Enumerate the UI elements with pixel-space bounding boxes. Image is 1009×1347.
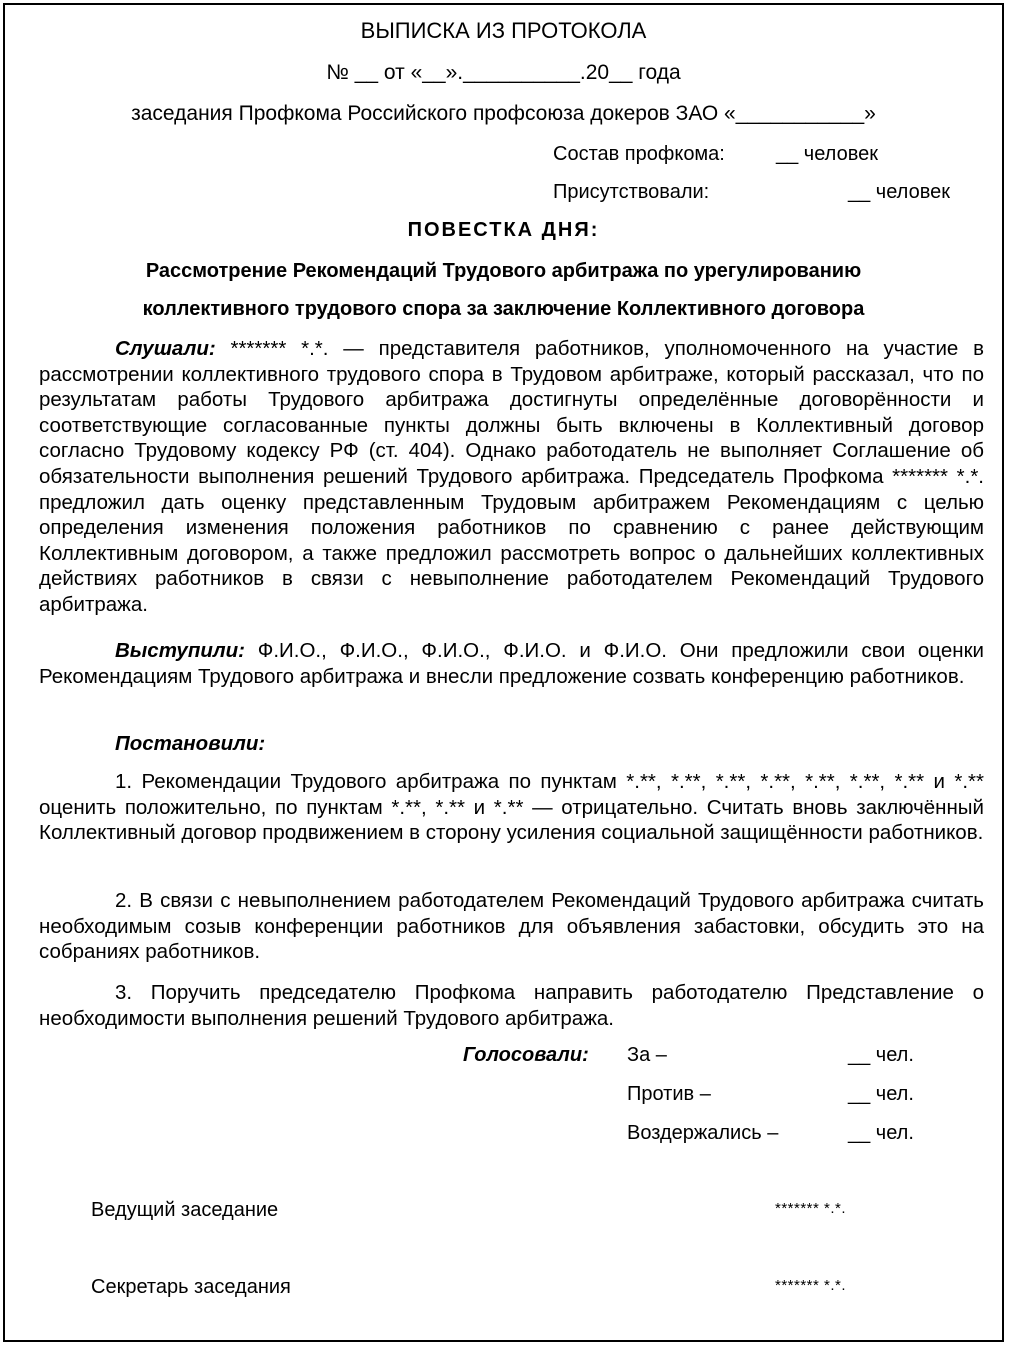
secretary-name: ******* *.*.	[775, 1277, 847, 1294]
agenda-line-1: Рассмотрение Рекомендаций Трудового арбитража по урегулированию	[145, 260, 862, 282]
chair-name: ******* *.*.	[775, 1200, 847, 1217]
chair-label: Ведущий заседание	[91, 1199, 279, 1221]
voting-label: Голосовали:	[463, 1044, 589, 1066]
spoke-paragraph	[39, 638, 984, 689]
members-value: __ человек	[776, 143, 878, 165]
heard-text: ******* *.*. — представителя работников, уполномоченного на участие в рассмотрении коллективного трудового спора в Трудовом арбитраже, который рассказал, что по результатам работы Трудового арбитража достигнуты определённые договорённости и соответствующие согласованные пункты должны быть включены в Коллективный договор согласно Трудовому кодексу РФ (ст. 404). Однако работодатель не выполняет Соглашение об обязательности выполнения решений Трудового арбитража. Председатель Профкома ******* *.*. предложил дать оценку представленным Трудовым арбитражем Рекомендациям с целью определения изменения положения работников по сравнению с ранее действующим Коллективным договором, а также предложил рассмотреть вопрос о дальнейших коллективных действиях работников в связи с невыполнение работодателем Рекомендаций Трудового арбитража.	[39, 337, 984, 616]
resolved-item-3: 3. Поручить председателю Профкома направить работодателю Представление о необходимости выполнения решений Трудового арбитража.	[39, 981, 984, 1030]
secretary-label: Секретарь заседания	[91, 1276, 291, 1298]
resolved-item-1: 1. Рекомендации Трудового арбитража по пунктам *.**, *.**, *.**, *.**, *.**, *.**, *.** и *.** оценить положительно, по пунктам *.**, *.** и *.** — отрицательно. Считать вновь заключённый Коллективный договор продвижением в сторону усиления социальной защищённости работников.	[39, 770, 984, 845]
resolved-label: Постановили:	[115, 732, 266, 755]
resolved-heading	[39, 731, 984, 757]
protocol-number-line: № __ от «__».__________.20__ года	[326, 61, 681, 84]
resolved-item-2: 2. В связи с невыполнением работодателем Рекомендаций Трудового арбитража считать необходимым созыв конференции работников для объявления забастовки, обсудить это на собраниях работников.	[39, 889, 984, 964]
vote-against-value: __ чел.	[848, 1083, 914, 1105]
present-value: __ человек	[848, 181, 950, 203]
vote-for-value: __ чел.	[848, 1044, 914, 1066]
agenda-heading: ПОВЕСТКА ДНЯ:	[407, 219, 600, 241]
meeting-line: заседания Профкома Российского профсоюза докеров ЗАО «___________»	[131, 102, 876, 125]
heard-paragraph	[39, 336, 984, 618]
protocol-document	[3, 3, 1004, 1342]
agenda-line-2: коллективного трудового спора за заключение Коллективного договора	[142, 298, 865, 320]
spoke-text: Ф.И.О., Ф.И.О., Ф.И.О., Ф.И.О. и Ф.И.О. Они предложили свои оценки Рекомендациям Трудового арбитража и внесли предложение созвать конференцию работников.	[39, 639, 984, 688]
vote-against-label: Против –	[627, 1083, 711, 1105]
vote-abstain-value: __ чел.	[848, 1122, 914, 1144]
vote-for-label: За –	[627, 1044, 667, 1066]
members-label: Состав профкома:	[553, 143, 725, 165]
vote-abstain-label: Воздержались –	[627, 1122, 779, 1144]
heard-label: Слушали:	[115, 337, 216, 360]
present-label: Присутствовали:	[553, 181, 710, 203]
document-title: ВЫПИСКА ИЗ ПРОТОКОЛА	[360, 18, 647, 43]
spoke-label: Выступили:	[115, 639, 245, 662]
